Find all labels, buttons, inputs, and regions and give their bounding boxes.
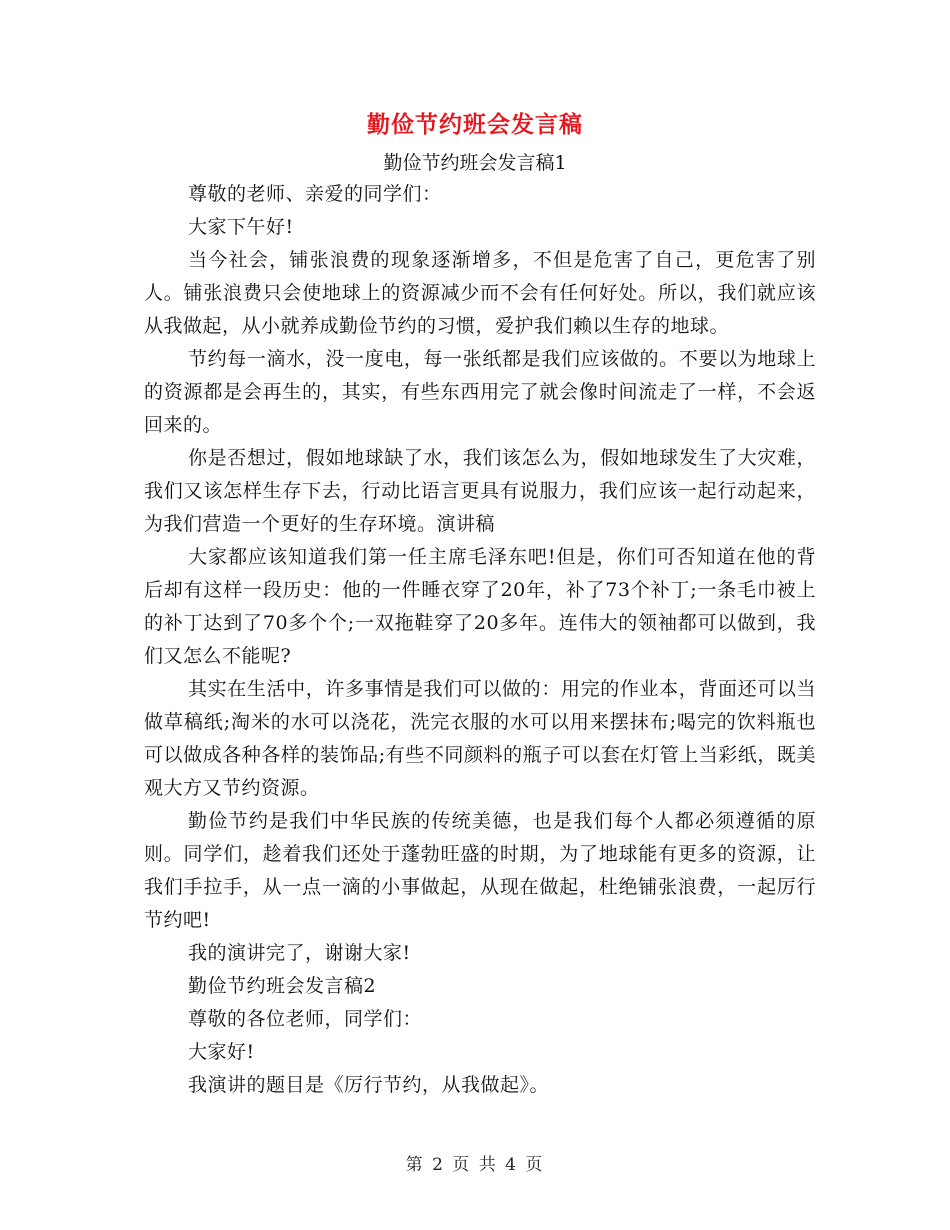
page-number: 第 2 页 共 4 页	[405, 1155, 545, 1175]
paragraph: 勤俭节约是我们中华民族的传统美德，也是我们每个人都必须遵循的原则。同学们，趁着我们还处于蓬勃旺盛的时期，为了地球能有更多的资源，让我们手拉手，从一点一滴的小事做起，从现在做起，杜绝铺张浪费，一起厉行节约吧!	[144, 810, 816, 931]
paragraph: 当今社会，铺张浪费的现象逐渐增多，不但是危害了自己，更危害了别人。铺张浪费只会使地球上的资源减少而不会有任何好处。所以，我们就应该从我做起，从小就养成勤俭节约的习惯，爱护我们赖以生存的地球。	[144, 249, 816, 337]
speech-2-heading: 勤俭节约班会发言稿2	[188, 975, 377, 997]
paragraph: 你是否想过，假如地球缺了水，我们该怎么为，假如地球发生了大灾难，我们又该怎样生存下去，行动比语言更具有说服力，我们应该一起行动起来，为我们营造一个更好的生存环境。演讲稿	[144, 447, 816, 535]
document-title: 勤俭节约班会发言稿	[367, 111, 583, 138]
paragraph-hello-2: 大家好!	[188, 1041, 255, 1063]
paragraph-topic: 我演讲的题目是《厉行节约，从我做起》。	[188, 1074, 550, 1096]
paragraph-hello: 大家下午好!	[188, 216, 294, 238]
paragraph: 节约每一滴水，没一度电，每一张纸都是我们应该做的。不要以为地球上的资源都是会再生的，其实，有些东西用完了就会像时间流走了一样，不会返回来的。	[144, 348, 816, 436]
paragraph-closing: 我的演讲完了，谢谢大家!	[188, 942, 411, 964]
speech-1-heading: 勤俭节约班会发言稿1	[383, 152, 567, 174]
paragraph-greeting: 尊敬的老师、亲爱的同学们：	[188, 183, 442, 205]
paragraph: 大家都应该知道我们第一任主席毛泽东吧!但是，你们可否知道在他的背后却有这样一段历史：他的一件睡衣穿了20年，补了73个补丁;一条毛巾被上的补丁达到了70多个个;一双拖鞋穿了20多年。连伟大的领袖都可以做到，我们又怎么不能呢?	[144, 546, 816, 667]
document-body	[144, 178, 816, 1102]
paragraph-greeting-2: 尊敬的各位老师，同学们：	[188, 1008, 423, 1030]
paragraph: 其实在生活中，许多事情是我们可以做的：用完的作业本，背面还可以当做草稿纸;淘米的水可以浇花，洗完衣服的水可以用来摆抹布;喝完的饮料瓶也可以做成各种各样的装饰品;有些不同颜料的瓶子可以套在灯管上当彩纸，既美观大方又节约资源。	[144, 678, 816, 799]
